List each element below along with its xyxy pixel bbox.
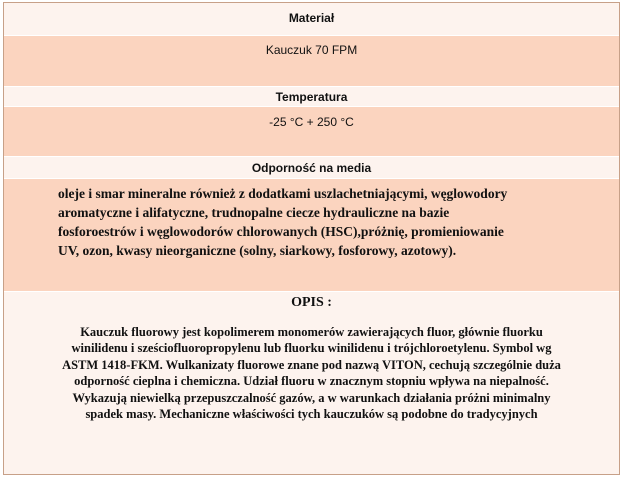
description-line: winilidenu i sześciofluoropropylenu lub fluorku winilidenu i trójchloroetylenu. Symbol wg [71,341,552,356]
material-value-row [4,35,619,86]
description-text [4,324,619,422]
description-header: OPIS : [291,295,332,310]
resistance-line: oleje i smar mineralne również z dodatkami uszlachetniającymi, węglowodory [58,186,508,201]
temperature-value-row [4,106,619,156]
resistance-text [58,184,507,260]
description-line: Wykazują niewielką przepuszczalność gazów, a w warunkach działania próżni minimalny [72,390,551,405]
resistance-line: UV, ozon, kwasy nieorganiczne (solny, siarkowy, fosforowy, azotowy). [58,243,457,258]
description-line: Kauczuk fluorowy jest kopolimerem monomerów zawierających fluor, głównie fluorku [80,325,543,339]
material-header: Materiał [288,11,335,25]
resistance-line: fosforoestrów i węglowodorów chlorowanych (HSC),próżnię, promieniowanie [58,224,504,239]
description-line: ASTM 1418-FKM. Wulkanizaty fluorowe znane pod nazwą VITON, cechują szczególnie duża [62,357,561,372]
resistance-value-row [4,178,619,291]
description-line: spadek masy. Mechaniczne właściwości tych kauczuków są podobne do tradycyjnych [85,407,538,422]
material-value: Kauczuk 70 FPM [265,43,358,57]
temperature-header: Temperatura [275,90,348,104]
material-spec-table [3,2,620,475]
temperature-header-row [4,86,619,106]
temperature-value: -25 °C + 250 °C [269,115,354,129]
description-row [4,291,619,474]
resistance-line: aromatyczne i alifatyczne, trudnopalne ciecze hydrauliczne na bazie [58,205,450,220]
description-line: odporność cieplna i chemiczna. Udział fluoru w znacznym stopniu wpływa na niepalność. [74,374,549,389]
resistance-header: Odporność na media [251,161,372,175]
material-header-row [4,3,619,35]
resistance-header-row [4,156,619,178]
